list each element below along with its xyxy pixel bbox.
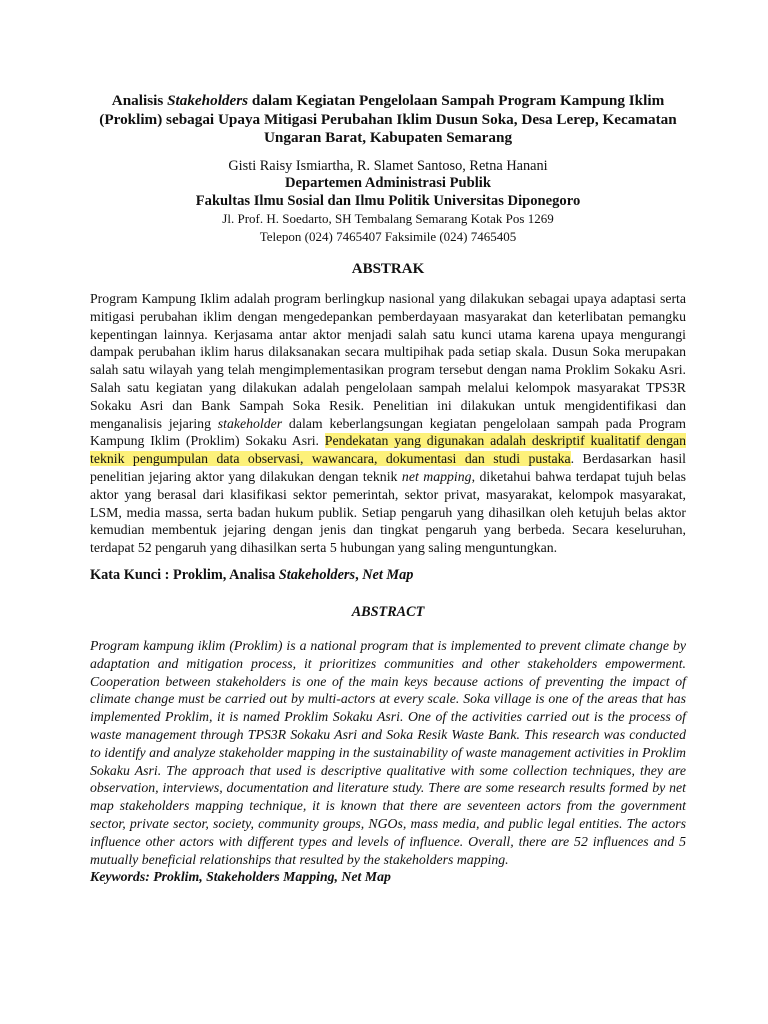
- abstract-heading: ABSTRACT: [351, 603, 425, 620]
- paper-title: [90, 92, 686, 148]
- abstrak-p1: Program Kampung Iklim adalah program berlingkup nasional yang dilakukan sebagai upaya adaptasi serta mitigasi perubahan iklim dengan mengedepankan pemberdayaan masyarakat dan keterlibatan pemangku kepentingan lainnya. Kerjasama antar aktor menjadi salah satu kunci utama karena upaya mengurangi dampak perubahan iklim harus dilaksanakan secara multipihak pada setiap skala. Dusun Soka merupakan salah satu wilayah yang telah mengimplementasikan program tersebut dengan nama Proklim Sokaku Asri. Salah satu kegiatan yang dilakukan adalah pengelolaan sampah melalui kelompok masyarakat TPS3R Sokaku Asri dan Bank Sampah Soka Resik. Penelitian ini dilakukan untuk mengidentifikasi dan menganalisis jejaring: [90, 291, 686, 431]
- abstrak-p1-italic: stakeholder: [217, 415, 283, 431]
- kata-kunci-sep: ,: [355, 566, 363, 583]
- abstract-body: Program kampung iklim (Proklim) is a national program that is implemented to prevent climate change by adaptation and mitigation process, it prioritizes communities and other stakeholders empowerment. Cooperation between stakeholders is one of the main keys because actions of preventing the impact of climate change must be carried out by multi-actors at every scale. Soka village is one of the areas that has implemented Proklim, it is named Proklim Sokaku Asri. One of the activities carried out is the process of waste management through TPS3R Sokaku Asri and Soka Resik Waste Bank. This research was conducted to identify and analyze stakeholder mapping in the sustainability of waste management activities in Proklim Sokaku Asri. The approach that used is descriptive qualitative with some collection techniques, they are observation, interviews, documentation and literature study. There are some research results formed by net map stakeholders mapping technique, it is known that there are seventeen actors from the government sector, private sector, society, community groups, NGOs, mass media, and public legal entities. The actors influence other actors with different types and levels of influence. Overall, there are 52 influences and 5 mutually beneficial relationships that resulted by the stakeholders mapping.: [90, 637, 686, 867]
- abstrak-p3-italic: net mapping: [401, 468, 472, 484]
- faculty: Fakultas Ilmu Sosial dan Ilmu Politik Universitas Diponegoro: [195, 192, 581, 209]
- kata-kunci-label: Kata Kunci : Proklim, Analisa: [90, 566, 279, 583]
- abstrak-body: [90, 290, 686, 557]
- kata-kunci-italic1: Stakeholders: [278, 566, 356, 583]
- abstrak-p2: dalam keberlangsungan kegiatan pengelolaan sampah pada Program Kampung Iklim (Proklim) Sokaku Asri.: [90, 415, 686, 449]
- department: Departemen Administrasi Publik: [285, 175, 491, 191]
- abstrak-heading: ABSTRAK: [351, 261, 425, 277]
- address: Jl. Prof. H. Soedarto, SH Tembalang Semarang Kotak Pos 1269: [222, 211, 554, 226]
- phone: Telepon (024) 7465407 Faksimile (024) 7465405: [259, 228, 517, 244]
- title-part1: Analisis: [111, 92, 168, 109]
- title-part2: dalam Kegiatan Pengelolaan Sampah Program Kampung Iklim (Proklim) sebagai Upaya Mitigasi Perubahan Iklim Dusun Soka, Desa Lerep, Kecamatan Ungaran Barat, Kabupaten Semarang: [99, 92, 677, 146]
- kata-kunci: [90, 566, 686, 584]
- abstrak-p4: , diketahui bahwa terdapat tujuh belas aktor yang berasal dari klasifikasi sektor pemerintah, sektor privat, masyarakat, kelompok masyarakat, LSM, media massa, serta badan hukum publik. Setiap pengaruh yang dihasilkan oleh ketujuh belas aktor kemudian membentuk jejaring dengan jenis dan tingkat pengaruh yang berbeda. Secara keseluruhan, terdapat 52 pengaruh yang dihasilkan serta 5 hubungan yang saling menguntungkan.: [90, 468, 687, 556]
- authors: Gisti Raisy Ismiartha, R. Slamet Santoso, Retna Hanani: [228, 157, 548, 174]
- title-italic: Stakeholders: [167, 92, 249, 109]
- kata-kunci-italic2: Net Map: [362, 566, 414, 583]
- highlighted-text: Pendekatan yang digunakan adalah deskriptif kualitatif dengan teknik pengumpulan data observasi, wawancara, dokumentasi dan studi pustaka: [90, 433, 686, 467]
- keywords-en: Keywords: Proklim, Stakeholders Mapping, Net Map: [90, 869, 391, 885]
- abstrak-p3: . Berdasarkan hasil penelitian jejaring aktor yang dilakukan dengan teknik: [90, 451, 686, 484]
